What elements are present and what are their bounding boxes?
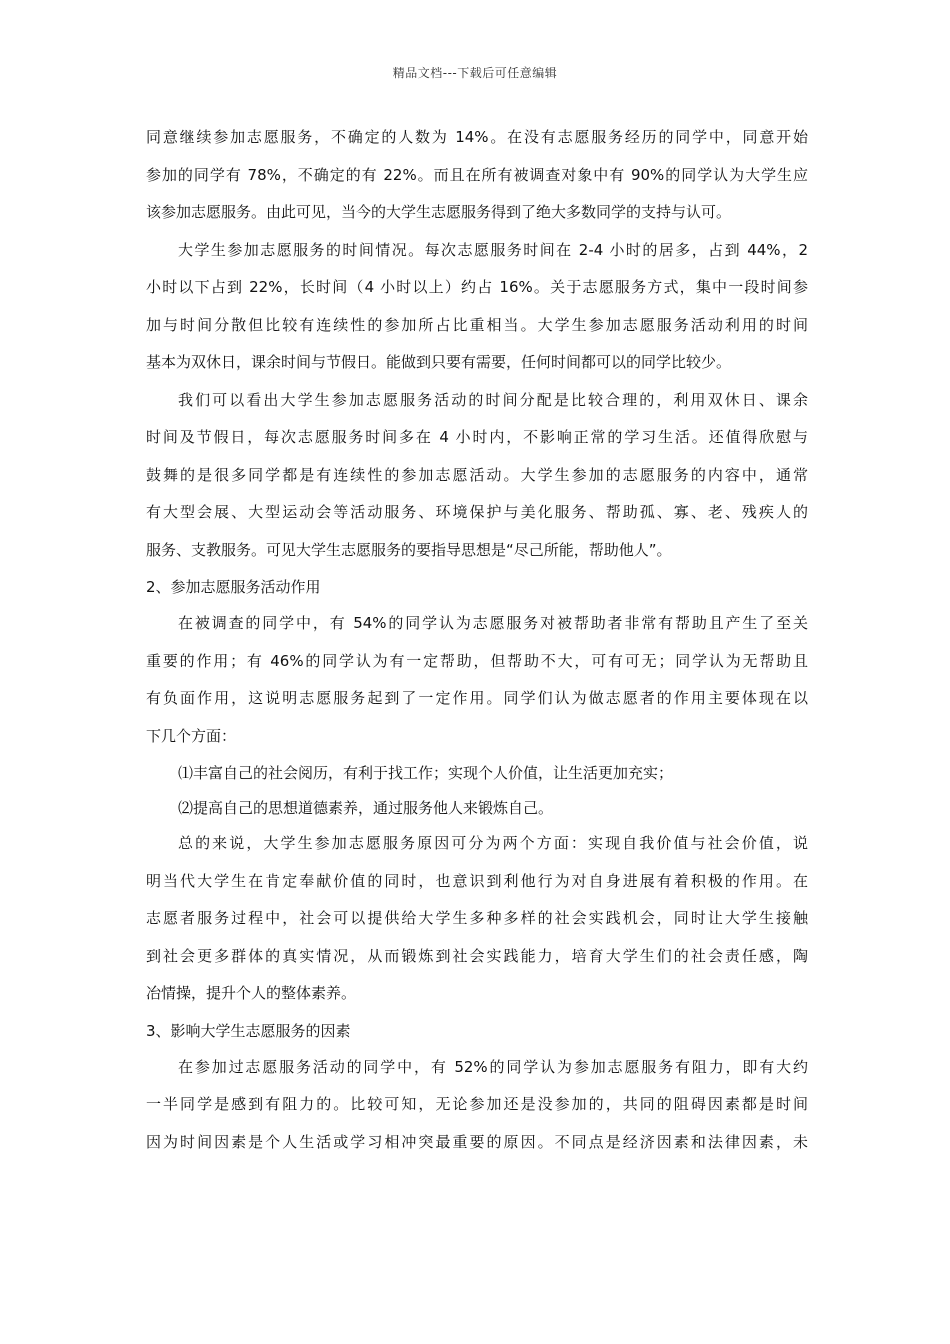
body-line: 加与时间分散但比较有连续性的参加所占比重相当。大学生参加志愿服务活动利用的时间 [146, 315, 808, 334]
body-line: 该参加志愿服务。由此可见，当今的大学生志愿服务得到了绝大多数同学的支持与认可。 [146, 203, 732, 221]
list-item: ⑵提高自己的思想道德素养，通过服务他人来锻炼自己。 [178, 799, 554, 817]
page-header: 精品文档---下载后可任意编辑 [392, 66, 558, 80]
paragraph-first-line: 在参加过志愿服务活动的同学中，有 52%的同学认为参加志愿服务有阻力，即有大约 [178, 1057, 808, 1076]
body-line: 志愿者服务过程中，社会可以提供给大学生多种多样的社会实践机会，同时让大学生接触 [146, 909, 808, 927]
body-line: 鼓舞的是很多同学都是有连续性的参加志愿活动。大学生参加的志愿服务的内容中，通常 [146, 465, 808, 484]
list-item: ⑴丰富自己的社会阅历，有利于找工作；实现个人价值，让生活更加充实； [178, 764, 674, 782]
body-line: 明当代大学生在肯定奉献价值的同时，也意识到利他行为对自身进展有着积极的作用。在 [146, 871, 808, 890]
body-line: 时间及节假日，每次志愿服务时间多在 4 小时内，不影响正常的学习生活。还值得欣慰与 [146, 428, 808, 446]
body-line: 一半同学是感到有阻力的。比较可知，无论参加还是没参加的，共同的阻碍因素都是时间 [146, 1095, 808, 1113]
paragraph-first-line: 总的来说，大学生参加志愿服务原因可分为两个方面：实现自我价值与社会价值，说 [178, 834, 808, 852]
body-line: 冶情操，提升个人的整体素养。 [146, 984, 357, 1002]
paragraph-first-line: 在被调查的同学中，有 54%的同学认为志愿服务对被帮助者非常有帮助且产生了至关 [178, 614, 808, 632]
body-line: 重要的作用；有 46%的同学认为有一定帮助，但帮助不大，可有可无；同学认为无帮助且 [146, 651, 808, 670]
body-line: 到社会更多群体的真实情况，从而锻炼到社会实践能力，培育大学生们的社会责任感，陶 [146, 946, 808, 965]
body-line: 有大型会展、大型运动会等活动服务、环境保护与美化服务、帮助孤、寡、老、残疾人的 [146, 503, 808, 521]
paragraph-first-line: 大学生参加志愿服务的时间情况。每次志愿服务时间在 2-4 小时的居多，占到 44%，2 [178, 240, 808, 259]
body-line: 因为时间因素是个人生活或学习相冲突最重要的原因。不同点是经济因素和法律因素，未 [146, 1132, 808, 1151]
body-line: 参加的同学有 78%，不确定的有 22%。而且在所有被调查对象中有 90%的同学认为大学生应 [146, 165, 808, 184]
body-line: 服务、支教服务。可见大学生志愿服务的要指导思想是“尽己所能，帮助他人”。 [146, 540, 672, 559]
body-line: 有负面作用，这说明志愿服务起到了一定作用。同学们认为做志愿者的作用主要体现在以 [146, 689, 808, 707]
paragraph-first-line: 我们可以看出大学生参加志愿服务活动的时间分配是比较合理的，利用双休日、课余 [178, 390, 808, 409]
document-body [146, 124, 808, 1166]
section-heading: 3、影响大学生志愿服务的因素 [146, 1021, 351, 1040]
body-line: 下几个方面： [146, 726, 237, 745]
body-line: 小时以下占到 22%，长时间（4 小时以上）约占 16%。关于志愿服务方式，集中一段时间参 [146, 278, 808, 296]
body-line: 同意继续参加志愿服务，不确定的人数为 14%。在没有志愿服务经历的同学中，同意开始 [146, 128, 808, 146]
section-heading: 2、参加志愿服务活动作用 [146, 578, 321, 596]
body-line: 基本为双休日，课余时间与节假日。能做到只要有需要，任何时间都可以的同学比较少。 [146, 353, 732, 371]
